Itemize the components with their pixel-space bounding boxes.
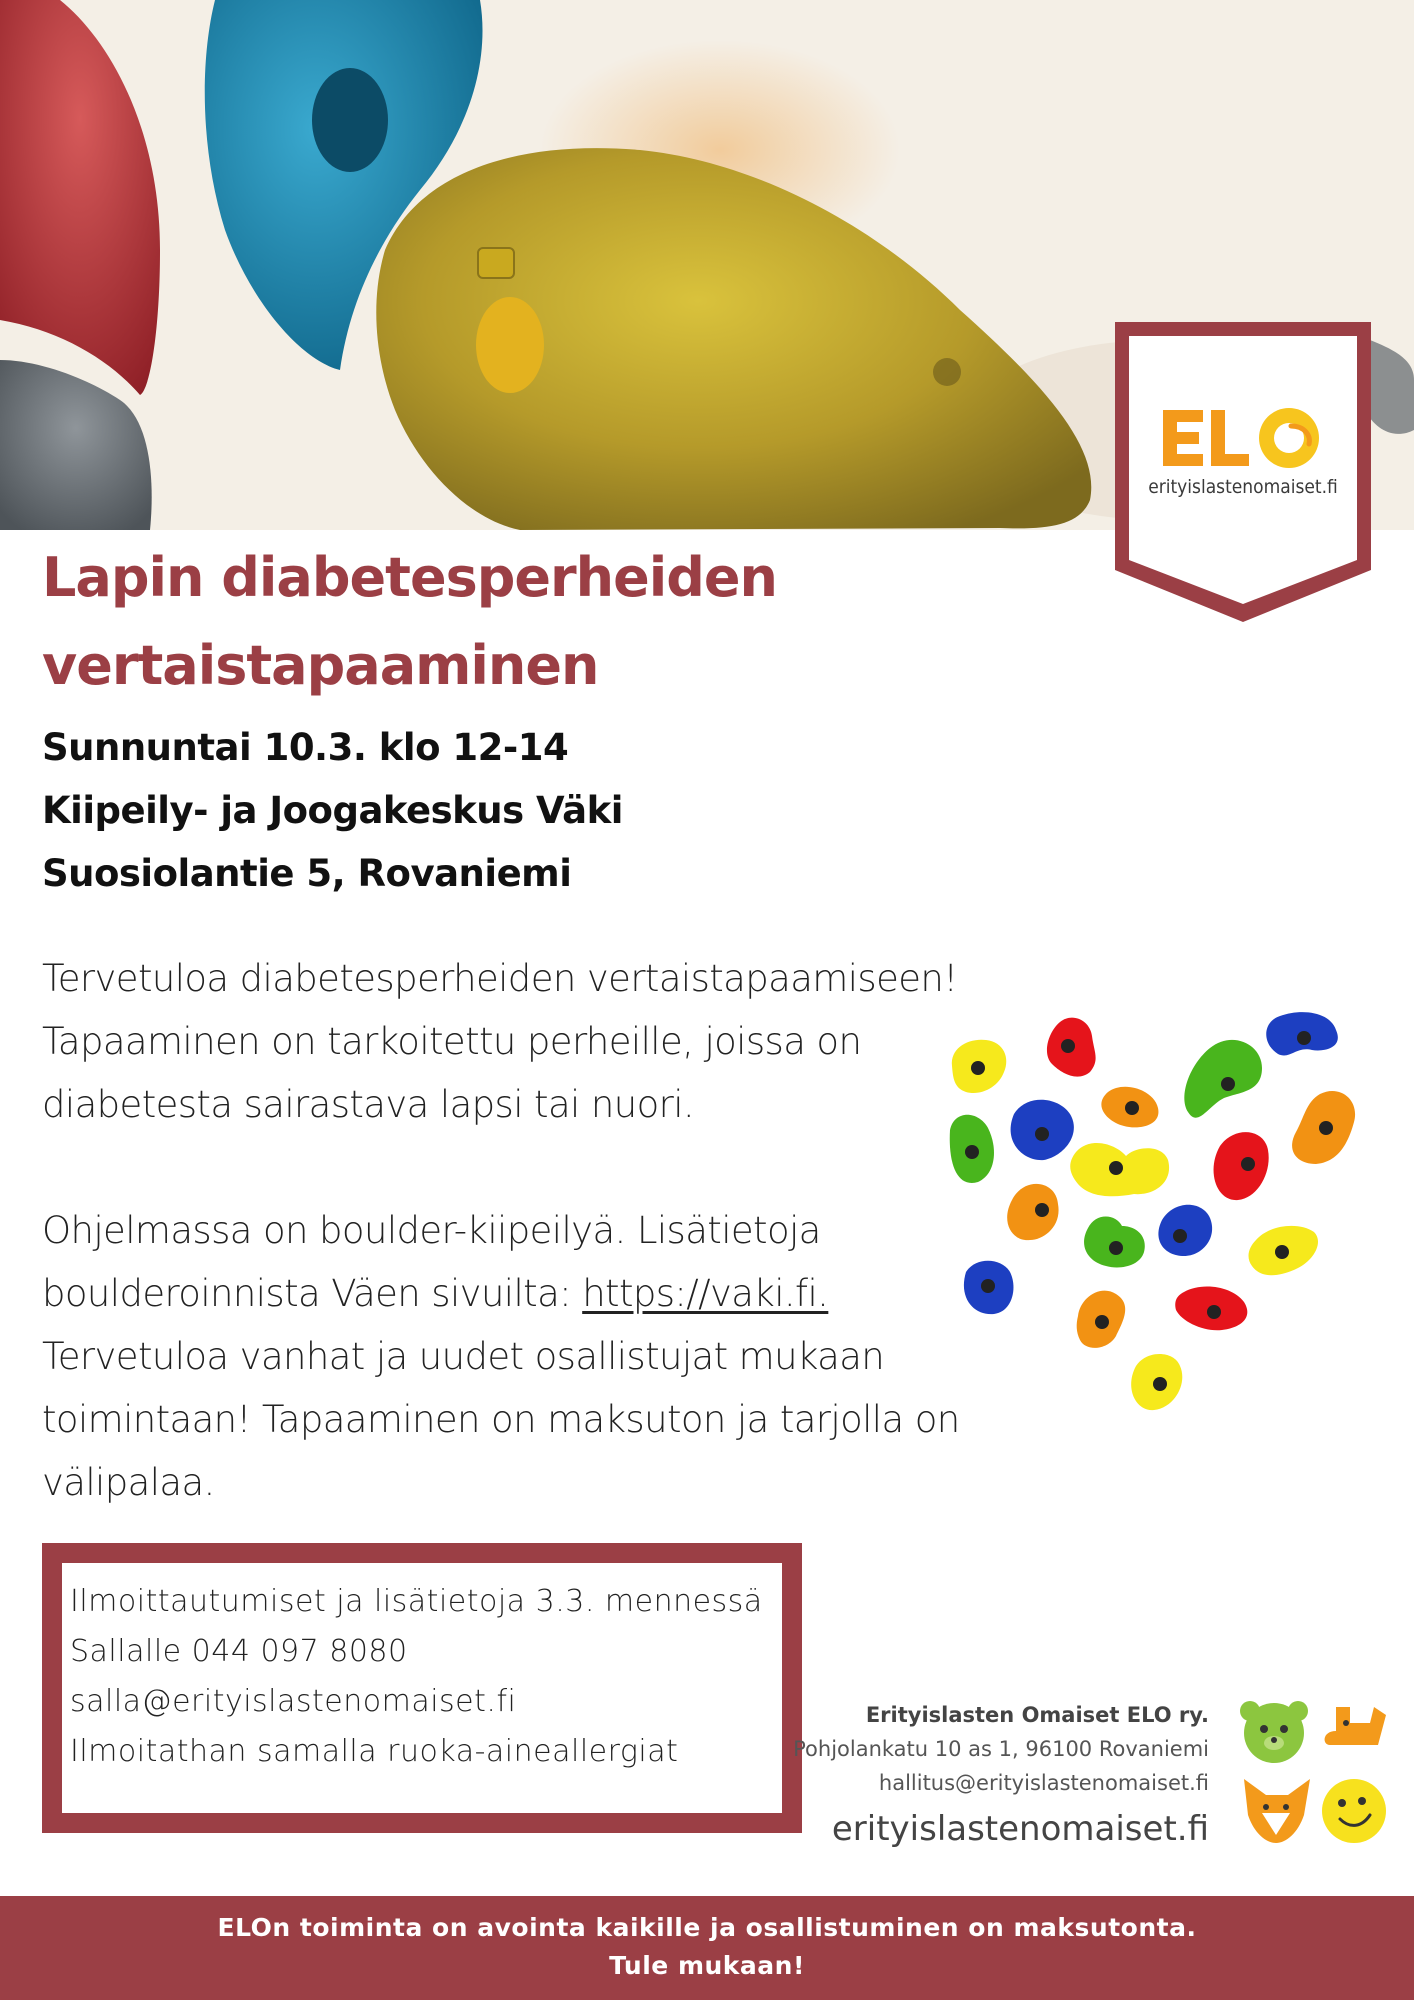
footer-line1: ELOn toiminta on avointa kaikille ja osallistuminen on maksutonta.	[217, 1913, 1197, 1942]
description-p2-intro: Ohjelmassa on boulder-kiipeilyä. Lisätietoja boulderoinnista Väen sivuilta:	[42, 1209, 821, 1315]
organization-info	[793, 1698, 1209, 1856]
registration-allergy-note: Ilmoitathan samalla ruoka-aineallergiat	[70, 1734, 679, 1769]
event-title-line2: vertaistapaaminen	[42, 634, 599, 697]
organization-email[interactable]: hallitus@erityislastenomaiset.fi	[878, 1771, 1209, 1795]
organization-name: Erityislasten Omaiset ELO ry.	[865, 1703, 1209, 1727]
registration-phone[interactable]: Sallalle 044 097 8080	[70, 1634, 408, 1669]
elo-mascots-icon	[1238, 1695, 1388, 1845]
organization-address: Pohjolankatu 10 as 1, 96100 Rovaniemi	[793, 1737, 1209, 1761]
mascots-icon	[1238, 1695, 1388, 1845]
description-p2-outro: Tervetuloa vanhat ja uudet osallistujat mukaan toimintaan! Tapaaminen on maksuton ja tarjolla on välipalaa.	[42, 1335, 960, 1504]
vaki-link[interactable]: https://vaki.fi.	[582, 1272, 829, 1315]
registration-box	[42, 1543, 802, 1833]
registration-deadline: Ilmoittautumiset ja lisätietoja 3.3. mennessä	[70, 1584, 763, 1619]
footer-line2: Tule mukaan!	[609, 1951, 805, 1980]
event-title	[42, 534, 1042, 710]
heart-illustration	[940, 1000, 1380, 1440]
event-description	[42, 947, 972, 1514]
description-paragraph-2	[42, 1199, 972, 1514]
elo-logo-badge	[1115, 322, 1371, 622]
registration-text	[70, 1577, 770, 1777]
event-details	[42, 716, 942, 905]
event-address: Suosiolantie 5, Rovaniemi	[42, 852, 572, 895]
footer-banner	[0, 1896, 1414, 2000]
event-date-time: Sunnuntai 10.3. klo 12-14	[42, 726, 569, 769]
organization-website[interactable]: erityislastenomaiset.fi	[831, 1809, 1209, 1849]
description-paragraph-1: Tervetuloa diabetesperheiden vertaistapaamiseen! Tapaaminen on tarkoitettu perheille, joissa on diabetesta sairastava lapsi tai nuori.	[42, 957, 958, 1126]
event-venue: Kiipeily- ja Joogakeskus Väki	[42, 789, 623, 832]
event-title-line1: Lapin diabetesperheiden	[42, 546, 777, 609]
registration-email[interactable]: salla@erityislastenomaiset.fi	[70, 1684, 517, 1719]
climbing-holds-heart	[940, 1000, 1380, 1440]
logo-website-text: erityislastenomaiset.fi	[1148, 476, 1338, 498]
badge-shield	[1115, 322, 1371, 622]
